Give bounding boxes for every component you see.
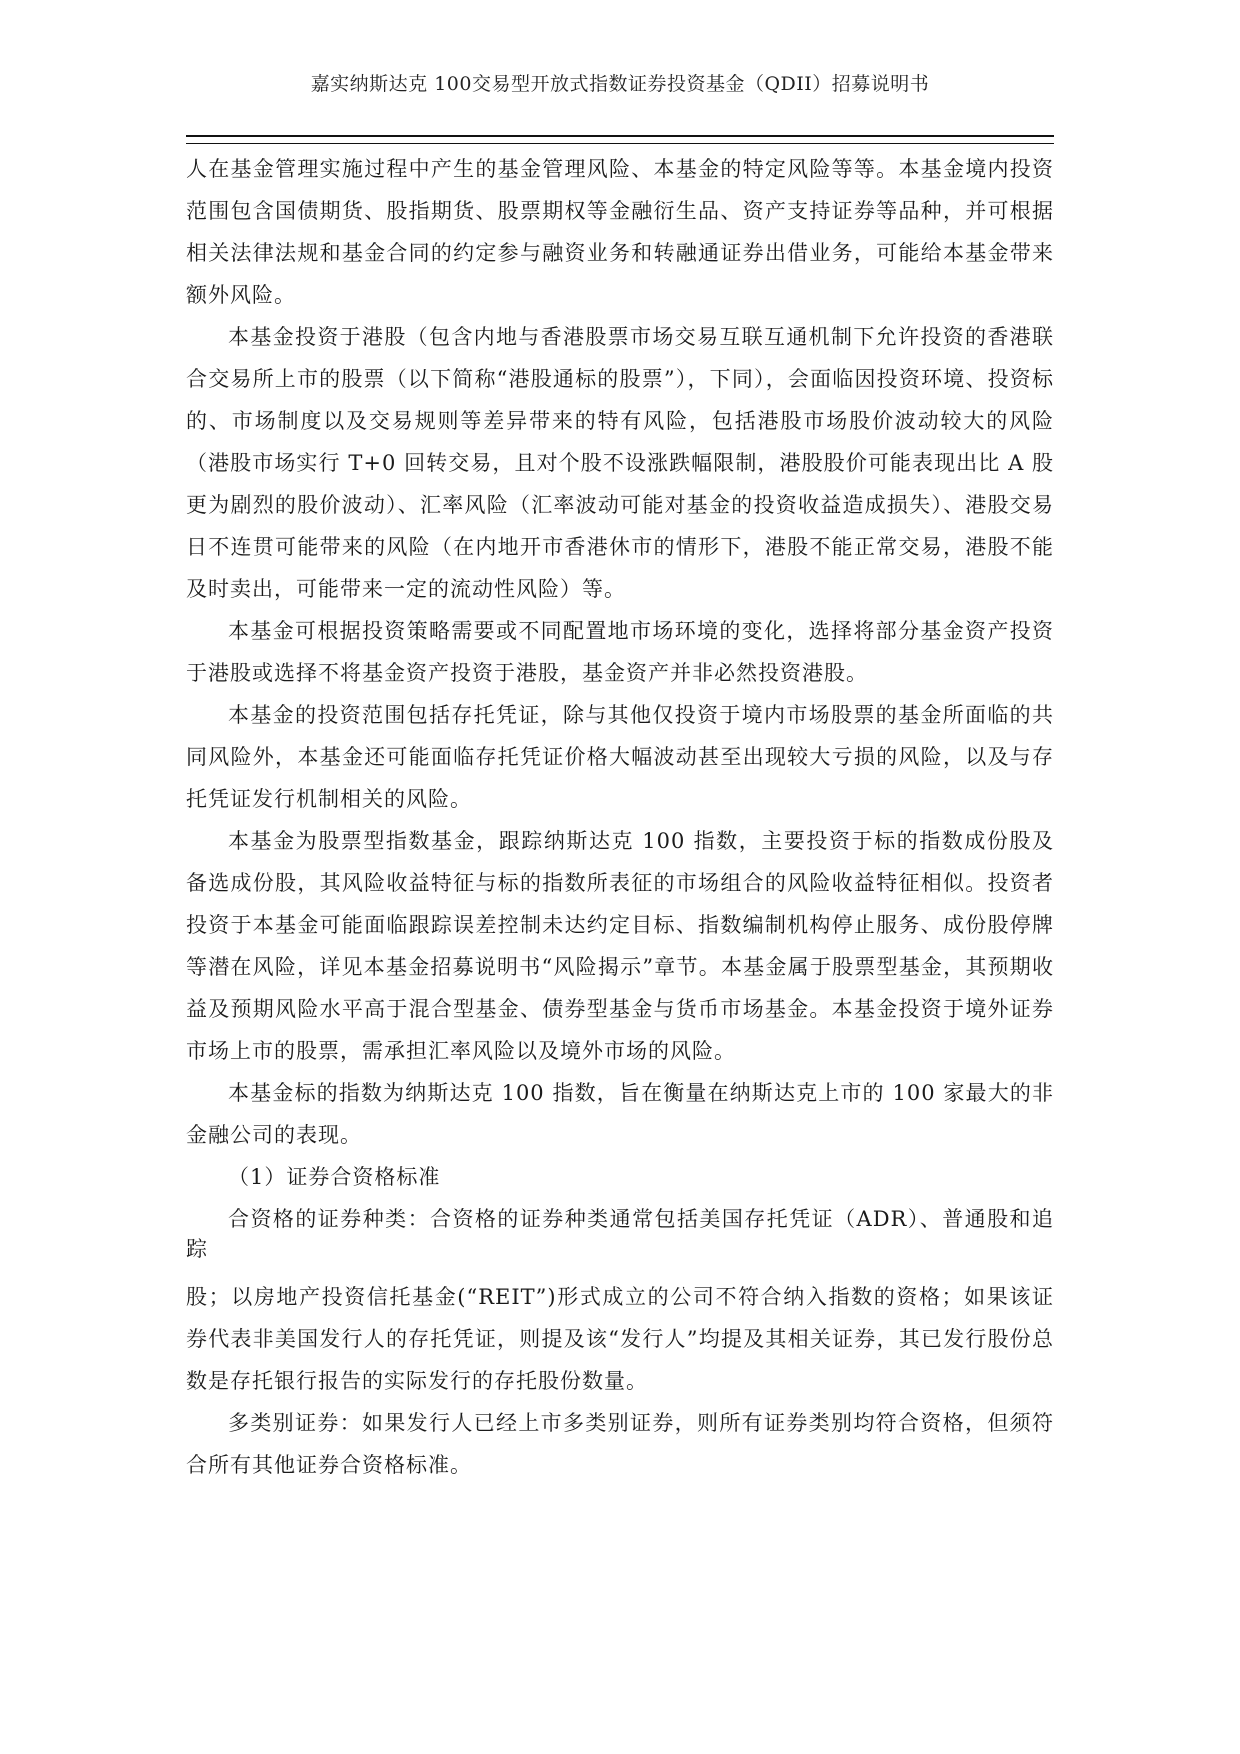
section-heading-eligibility: （1）证券合资格标准	[228, 1165, 441, 1189]
paragraph-hk-stocks-risk: 本基金投资于港股（包含内地与香港股票市场交易互联互通机制下允许投资的香港联合交易所上市的股票（以下简称“港股通标的股票”），下同），会面临因投资环境、投资标的、市场制度以及交易规则等差异带来的特有风险，包括港股市场股价波动较大的风险（港股市场实行 T+0 回转交易，且对个股不设涨跌幅限制，港股股价可能表现出比 A 股更为剧烈的股价波动）、汇率风险（汇率波动可能对基金的投资收益造成损失）、港股交易日不连贯可能带来的风险（在内地开市香港休市的情形下，港股不能正常交易，港股不能及时卖出，可能带来一定的流动性风险）等。	[186, 325, 1054, 601]
header-rule-thin	[186, 143, 1054, 144]
paragraph-index-fund-risk: 本基金为股票型指数基金，跟踪纳斯达克 100 指数，主要投资于标的指数成份股及备选成份股，其风险收益特征与标的指数所表征的市场组合的风险收益特征相似。投资者投资于本基金可能面临跟踪误差控制未达约定目标、指数编制机构停止服务、成份股停牌等潜在风险，详见本基金招募说明书“风险揭示”章节。本基金属于股票型基金，其预期收益及预期风险水平高于混合型基金、债券型基金与货币市场基金。本基金投资于境外证券市场上市的股票，需承担汇率风险以及境外市场的风险。	[186, 829, 1054, 1063]
paragraph-benchmark-index: 本基金标的指数为纳斯达克 100 指数，旨在衡量在纳斯达克上市的 100 家最大的非金融公司的表现。	[186, 1081, 1054, 1147]
paragraph-reit-exclusion: 股；以房地产投资信托基金(“REIT”)形式成立的公司不符合纳入指数的资格；如果该证券代表非美国发行人的存托凭证，则提及该“发行人”均提及其相关证券，其已发行股份总数是存托银行报告的实际发行的存托股份数量。	[186, 1285, 1054, 1393]
header-rule-thick	[186, 135, 1054, 137]
paragraph-continuation: 人在基金管理实施过程中产生的基金管理风险、本基金的特定风险等等。本基金境内投资范围包含国债期货、股指期货、股票期权等金融衍生品、资产支持证券等品种，并可根据相关法律法规和基金合同的约定参与融资业务和转融通证券出借业务，可能给本基金带来额外风险。	[186, 157, 1054, 307]
paragraph-eligible-security-types: 合资格的证券种类：合资格的证券种类通常包括美国存托凭证（ADR）、普通股和追踪	[186, 1207, 1054, 1261]
paragraph-depositary-receipts: 本基金的投资范围包括存托凭证，除与其他仅投资于境内市场股票的基金所面临的共同风险外，本基金还可能面临存托凭证价格大幅波动甚至出现较大亏损的风险，以及与存托凭证发行机制相关的风险。	[186, 703, 1054, 811]
running-header-title: 嘉实纳斯达克 100交易型开放式指数证券投资基金（QDII）招募说明书	[310, 73, 930, 95]
paragraph-multi-class-securities: 多类别证券：如果发行人已经上市多类别证券，则所有证券类别均符合资格，但须符合所有其他证券合资格标准。	[186, 1411, 1054, 1477]
paragraph-hk-allocation: 本基金可根据投资策略需要或不同配置地市场环境的变化，选择将部分基金资产投资于港股或选择不将基金资产投资于港股，基金资产并非必然投资港股。	[186, 619, 1054, 685]
body-text	[186, 148, 1054, 1486]
